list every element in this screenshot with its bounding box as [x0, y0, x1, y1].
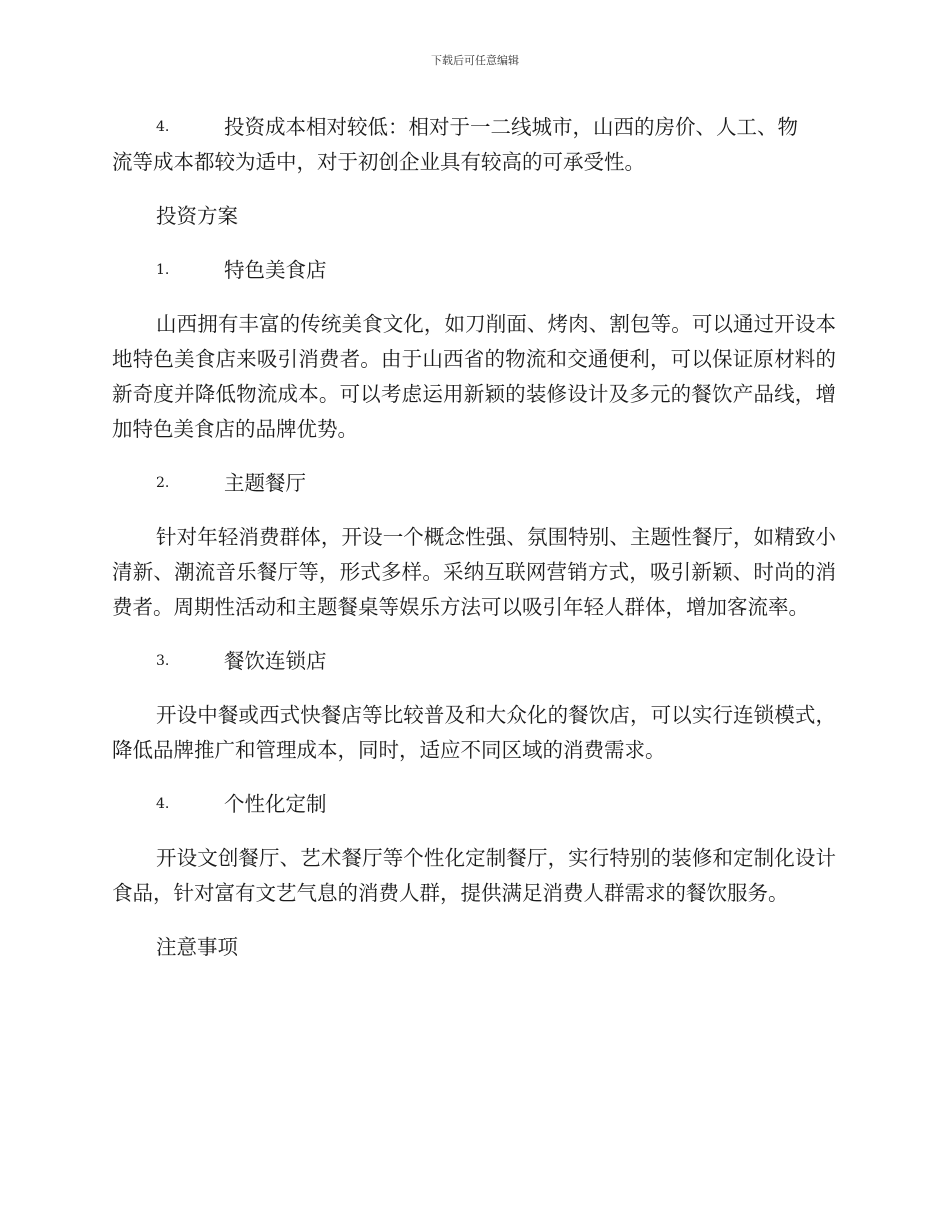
paragraph-customization: 开设文创餐厅、艺术餐厅等个性化定制餐厅，实行特别的装修和定制化设计食品，针对富有文艺气息的消费人群，提供满足消费人群需求的餐饮服务。	[112, 846, 836, 905]
list-item-specialty-food	[112, 253, 836, 288]
list-number: 2.	[156, 475, 170, 491]
document-body	[112, 110, 836, 965]
list-text-continuation: 流等成本都较为适中，对于初创企业具有较高的可承受性。	[112, 150, 645, 174]
section-heading-notes: 注意事项	[156, 935, 238, 959]
list-number: 4.	[156, 796, 170, 812]
list-text: 投资成本相对较低：相对于一二线城市，山西的房价、人工、物	[224, 115, 798, 139]
list-text: 个性化定制	[224, 792, 327, 816]
paragraph-chain-store: 开设中餐或西式快餐店等比较普及和大众化的餐饮店，可以实行连锁模式，降低品牌推广和管理成本，同时，适应不同区域的消费需求。	[112, 703, 836, 762]
paragraph-specialty-food: 山西拥有丰富的传统美食文化，如刀削面、烤肉、割包等。可以通过开设本地特色美食店来吸引消费者。由于山西省的物流和交通便利，可以保证原材料的新奇度并降低物流成本。可以考虑运用新颖的装修设计及多元的餐饮产品线，增加特色美食店的品牌优势。	[112, 312, 836, 441]
list-text: 餐饮连锁店	[224, 649, 327, 673]
page-header-note: 下载后可任意编辑	[431, 54, 519, 67]
section-heading-investment-plan: 投资方案	[156, 204, 238, 228]
list-text: 特色美食店	[224, 258, 327, 282]
paragraph-theme-restaurant: 针对年轻消费群体，开设一个概念性强、氛围特别、主题性餐厅，如精致小清新、潮流音乐餐厅等，形式多样。采纳互联网营销方式，吸引新颖、时尚的消费者。周期性活动和主题餐桌等娱乐方法可以吸引年轻人群体，增加客流率。	[112, 525, 836, 619]
list-item-theme-restaurant	[112, 466, 836, 501]
list-number: 4.	[156, 119, 170, 135]
list-text: 主题餐厅	[224, 471, 306, 495]
list-number: 3.	[156, 653, 170, 669]
list-number: 1.	[156, 262, 170, 278]
list-item-cost	[112, 110, 836, 180]
list-item-chain-store	[112, 644, 836, 679]
list-item-customization	[112, 787, 836, 822]
